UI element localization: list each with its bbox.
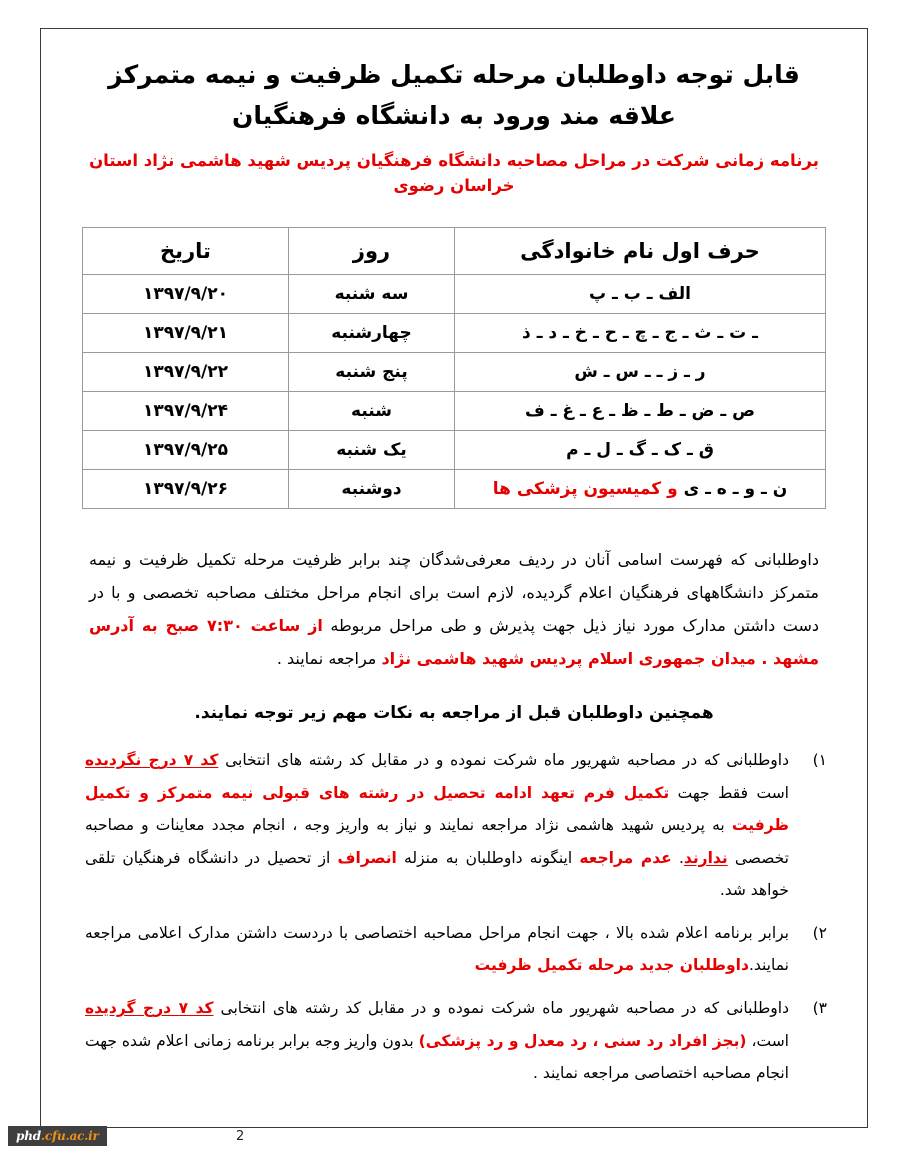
- cell-letters-black: ر ـ ز ـ ـ س ـ ش: [574, 361, 706, 382]
- cell-day: چهارشنبه: [289, 313, 455, 352]
- note-highlight: (بجز افراد رد سنی ، رد معدل و رد پزشکی): [418, 1031, 747, 1050]
- note-text: برابر برنامه اعلام شده بالا ، جهت انجام مراحل مصاحبه اختصاصی با دردست داشتن مدارک اعلامی مراجعه نمایند.: [85, 923, 789, 975]
- cell-date: ۱۳۹۷/۹/۲۶: [83, 469, 289, 508]
- table-row: [83, 430, 826, 469]
- cell-letters-red: و کمیسیون پزشکی ها: [492, 478, 684, 499]
- note-marker: ۳): [812, 998, 827, 1017]
- schedule-table-wrapper: [71, 227, 837, 509]
- note-text: داوطلبانی که در مصاحبه شهریور ماه شرکت نموده و در مقابل کد رشته های انتخابی: [218, 751, 790, 770]
- cell-letters: [455, 430, 826, 469]
- cell-day: یک شنبه: [289, 430, 455, 469]
- cell-date: ۱۳۹۷/۹/۲۰: [83, 274, 289, 313]
- cell-date: ۱۳۹۷/۹/۲۱: [83, 313, 289, 352]
- column-header-day: روز: [289, 227, 455, 274]
- watermark-suffix: .cfu.ac.ir: [40, 1129, 99, 1143]
- title-line-1: قابل توجه داوطلبان مرحله تکمیل ظرفیت و نیمه متمرکز: [108, 60, 800, 89]
- intro-text: [89, 543, 819, 676]
- notice-heading: همچنین داوطلبان قبل از مراجعه به نکات مهم زیر توجه نمایند.: [194, 702, 714, 723]
- cell-letters: [455, 469, 826, 508]
- cell-letters: [455, 274, 826, 313]
- cell-letters-black: ن ـ و ـ ه ـ ی: [683, 478, 788, 499]
- cell-letters-black: ص ـ ض ـ ط ـ ظ ـ ع ـ غ ـ ف: [525, 400, 755, 421]
- title-line-2: علاقه مند ورود به دانشگاه فرهنگیان: [232, 100, 676, 130]
- intro-paragraph: [71, 543, 837, 676]
- table-body: [83, 274, 826, 508]
- cell-day: سه شنبه: [289, 274, 455, 313]
- note-text: داوطلبانی که در مصاحبه شهریور ماه شرکت نموده و در مقابل کد رشته های انتخابی: [213, 998, 789, 1017]
- column-header-letter: حرف اول نام خانوادگی: [455, 227, 826, 274]
- note-text: است،: [746, 1031, 789, 1050]
- page-content: [41, 29, 867, 1127]
- note-text: بدون واریز وجه برابر برنامه زمانی اعلام شده جهت انجام مصاحبه اختصاصی مراجعه نمایند .: [85, 1031, 789, 1083]
- note-highlight: داوطلبان جدید مرحله تکمیل ظرفیت: [474, 956, 749, 975]
- note-highlight: تکمیل فرم تعهد ادامه تحصیل در رشته های قبولی نیمه متمرکز و تکمیل ظرفیت: [85, 783, 789, 835]
- cell-letters-black: الف ـ ب ـ پ: [589, 283, 691, 304]
- note-marker: ۲): [812, 923, 827, 942]
- cell-letters: [455, 352, 826, 391]
- schedule-table: [82, 227, 826, 509]
- page-frame: [40, 28, 868, 1128]
- note-text: به پردیس شهید هاشمی نژاد مراجعه نمایند و نیاز به واریز وجه ، انجام مجدد معاینات و مصاحبه تخصصی: [85, 816, 789, 867]
- intro-highlight-address: از ساعت ۷:۳۰ صبح به آدرس مشهد . میدان جمهوری اسلام پردیس شهید هاشمی نژاد: [89, 616, 819, 669]
- cell-day: شنبه: [289, 391, 455, 430]
- watermark-prefix: phd: [16, 1129, 41, 1143]
- cell-letters: [455, 391, 826, 430]
- note-text: است فقط جهت: [669, 783, 789, 802]
- page-number: 2: [236, 1129, 245, 1144]
- intro-part-2: مراجعه نمایند .: [276, 649, 382, 669]
- note-marker: ۱): [812, 751, 827, 770]
- cell-letters-black: ـ ت ـ ث ـ ج ـ چ ـ ح ـ خ ـ د ـ ذ: [522, 322, 758, 343]
- note-underlined-highlight: کد ۷ درج گردیده: [85, 998, 214, 1017]
- note-text: اینگونه داوطلبان به منزله: [396, 848, 580, 867]
- page-title: [71, 55, 837, 199]
- cell-letters: [455, 313, 826, 352]
- column-header-date: تاریخ: [83, 227, 289, 274]
- cell-date: ۱۳۹۷/۹/۲۵: [83, 430, 289, 469]
- note-underlined-highlight: ندارند: [683, 848, 728, 867]
- note-text: از تحصیل در دانشگاه فرهنگیان تلقی خواهد شد.: [85, 848, 789, 900]
- table-row: [83, 469, 826, 508]
- cell-day: پنج شنبه: [289, 352, 455, 391]
- notes-list: [71, 744, 837, 1089]
- cell-letters-black: ق ـ ک ـ گ ـ ل ـ م: [566, 439, 714, 460]
- cell-date: ۱۳۹۷/۹/۲۴: [83, 391, 289, 430]
- note-underlined-highlight: کد ۷ درج نگردیده: [85, 751, 219, 770]
- intro-part-1: داوطلبانی که فهرست اسامی آنان در ردیف معرفی‌شدگان چند برابر ظرفیت مرحله تکمیل ظرفیت و نیمه متمرکز دانشگاههای فرهنگیان اعلام گردیده، لازم است برای انجام مراحل مختلف مصاحبه تخصصی و با در دست داشتن مدارک مورد نیاز ذیل جهت پذیرش و طی مراحل مربوطه: [89, 549, 820, 636]
- note-item: [85, 992, 827, 1090]
- table-row: [83, 391, 826, 430]
- watermark: [8, 1126, 107, 1146]
- note-text: .: [671, 848, 684, 867]
- note-item: [85, 744, 827, 907]
- table-head: [83, 227, 826, 274]
- cell-day: دوشنبه: [289, 469, 455, 508]
- table-row: [83, 352, 826, 391]
- note-item: [85, 917, 827, 982]
- note-highlight: انصراف: [337, 848, 397, 867]
- table-row: [83, 313, 826, 352]
- cell-date: ۱۳۹۷/۹/۲۲: [83, 352, 289, 391]
- page-subtitle: برنامه زمانی شرکت در مراحل مصاحبه دانشگاه فرهنگیان پردیس شهید هاشمی نژاد استان خراسان رضوی: [89, 151, 819, 195]
- table-row: [83, 274, 826, 313]
- table-header-row: [83, 227, 826, 274]
- note-highlight: عدم مراجعه: [579, 848, 672, 867]
